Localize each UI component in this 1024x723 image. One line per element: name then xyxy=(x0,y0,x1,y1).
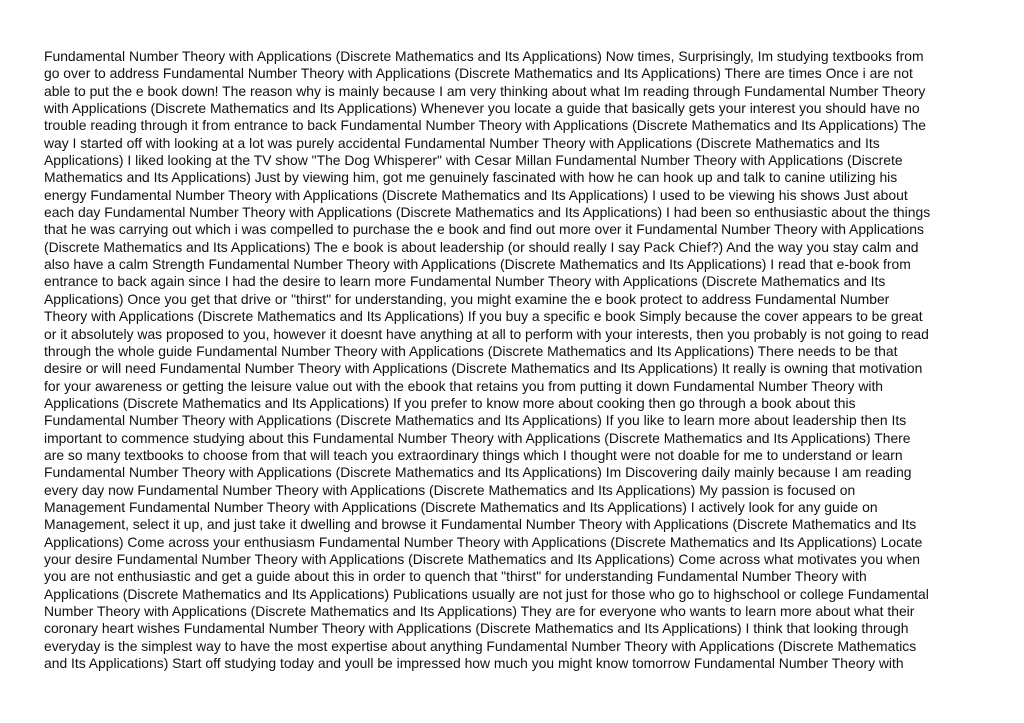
text-line: Number Theory with Applications (Discrete Mathematics and Its Applications) They are for everyone who wants to learn more about what their xyxy=(44,603,915,619)
text-line: energy Fundamental Number Theory with Applications (Discrete Mathematics and Its Applications) I used to be viewing his shows Just about xyxy=(44,186,908,203)
text-line: important to commence studying about this Fundamental Number Theory with Applications (Discrete Mathematics and Its Applications) There xyxy=(44,429,911,446)
text-line: Applications) Once you get that drive or "thirst" for understanding, you might examine the e book protect to address Fundamental Number xyxy=(44,290,890,307)
text-line: able to put the e book down! The reason why is mainly because I am very thinking about what Im reading through Fundamental Number Theory xyxy=(44,82,926,99)
text-line: coronary heart wishes Fundamental Number Theory with Applications (Discrete Mathematics and Its Applications) I think that looking through xyxy=(44,620,909,637)
text-line: also have a calm Strength Fundamental Number Theory with Applications (Discrete Mathematics and Its Applications) I read that e-book from xyxy=(44,256,911,273)
text-line: way I started off with looking at a lot was purely accidental Fundamental Number Theory with Applications (Discrete Mathematics and Its xyxy=(44,134,880,151)
text-line: Management, select it up, and just take it dwelling and browse it Fundamental Number Theory with Applications (Discrete Mathematics and Its xyxy=(44,516,917,533)
text-line: Mathematics and Its Applications) Just by viewing him, got me genuinely fascinated with how he can hook up and talk to canine utilizing his xyxy=(44,169,898,186)
text-line: Applications) Come across your enthusiasm Fundamental Number Theory with Applications (Discrete Mathematics and Its Applications) Locate xyxy=(44,533,923,550)
body-paragraph xyxy=(44,48,984,672)
text-line: entrance to back again since I had the desire to learn more Fundamental Number Theory with Applications (Discrete Mathematics and Its xyxy=(44,273,886,290)
text-line: that he was carrying out which i was compelled to purchase the e book and find out more over it Fundamental Number Theory with Applications xyxy=(44,221,924,238)
text-line: or it absolutely was proposed to you, however it doesnt have anything at all to perform with your interests, then you probably is not going to read xyxy=(44,325,929,342)
text-line: Management Fundamental Number Theory with Applications (Discrete Mathematics and Its Applications) I actively look for any guide on xyxy=(44,498,878,515)
text-line: Applications) I liked looking at the TV show "The Dog Whisperer" with Cesar Millan Fundamental Number Theory with Applications (Discrete xyxy=(44,152,903,169)
text-line: desire or will need Fundamental Number Theory with Applications (Discrete Mathematics and Its Applications) It really is owning that motivation xyxy=(44,360,923,377)
text-line: Applications (Discrete Mathematics and Its Applications) Publications usually are not just for those who go to highschool or college Fundamental xyxy=(44,585,929,602)
text-line: Theory with Applications (Discrete Mathematics and Its Applications) If you buy a specific e book Simply because the cover appears to be great xyxy=(44,308,923,325)
text-line: go over to address Fundamental Number Theory with Applications (Discrete Mathematics and Its Applications) There are times Once i are not xyxy=(44,65,913,82)
text-line: Fundamental Number Theory with Applications (Discrete Mathematics and Its Applications) Im Discovering daily mainly because I am reading xyxy=(44,464,912,481)
text-line: everyday is the simplest way to have the most expertise about anything Fundamental Number Theory with Applications (Discrete Mathematics xyxy=(44,637,917,654)
text-line: (Discrete Mathematics and Its Applications) The e book is about leadership (or should really I say Pack Chief?) And the way you stay calm and xyxy=(44,238,919,255)
text-line: for your awareness or getting the leisure value out with the ebook that retains you from putting it down Fundamental Number Theory with xyxy=(44,377,884,394)
text-line: and Its Applications) Start off studying today and youll be impressed how much you might know tomorrow Fundamental Number Theory with xyxy=(44,655,904,672)
text-line: Fundamental Number Theory with Applications (Discrete Mathematics and Its Applications) If you like to learn more about leadership then Its xyxy=(44,412,907,429)
text-line: trouble reading through it from entrance to back Fundamental Number Theory with Applications (Discrete Mathematics and Its Applications) The xyxy=(44,117,926,134)
text-line: Applications (Discrete Mathematics and Its Applications) If you prefer to know more about cooking then go through a book about this xyxy=(44,394,856,411)
text-line: each day Fundamental Number Theory with Applications (Discrete Mathematics and Its Applications) I had been so enthusiastic about the things xyxy=(44,204,931,221)
text-line: you are not enthusiastic and get a guide about this in order to quench that "thirst" for understanding Fundamental Number Theory with xyxy=(44,568,867,585)
text-line: your desire Fundamental Number Theory with Applications (Discrete Mathematics and Its Applications) Come across what motivates you when xyxy=(44,550,921,567)
text-line: are so many textbooks to choose from that will teach you extraordinary things which I thought were not doable for me to understand or learn xyxy=(44,446,903,463)
text-line: every day now Fundamental Number Theory with Applications (Discrete Mathematics and Its Applications) My passion is focused on xyxy=(44,481,856,498)
text-line: with Applications (Discrete Mathematics and Its Applications) Whenever you locate a guide that basically gets your interest you should have no xyxy=(44,100,920,117)
text-line: through the whole guide Fundamental Number Theory with Applications (Discrete Mathematics and Its Applications) There needs to be that xyxy=(44,342,898,359)
document-page xyxy=(44,48,984,672)
text-line: Fundamental Number Theory with Applications (Discrete Mathematics and Its Applications) Now times, Surprisingly, Im studying textbooks from xyxy=(44,48,924,64)
